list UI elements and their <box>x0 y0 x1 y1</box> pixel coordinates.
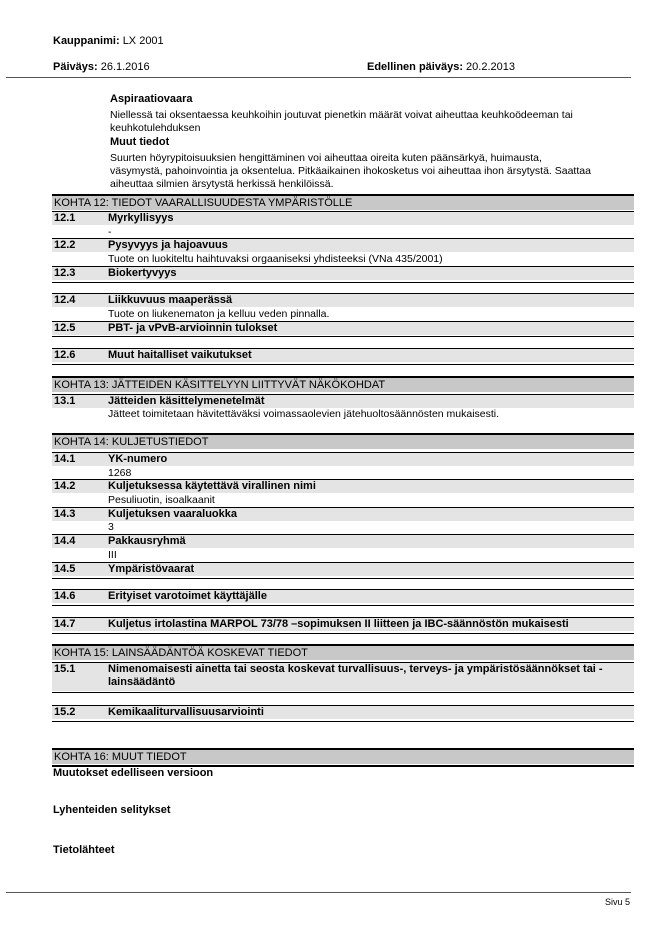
row-title: Muut haitalliset vaikutukset <box>108 349 252 361</box>
row-number: 13.1 <box>54 395 76 407</box>
section-13-1-body: Jätteet toimitetaan hävitettäväksi voimassaolevien jätehuoltosäännösten mukaisesti. <box>108 408 500 420</box>
section-16-heading <box>52 748 634 764</box>
aspiration-line-1: Niellessä tai oksentaessa keuhkoihin joutuvat pienetkin määrät voivat aiheuttaa keuhkoödeeman tai <box>110 109 573 121</box>
section-12-heading <box>52 194 634 210</box>
footer-divider <box>6 892 631 893</box>
row-title: Ympäristövaarat <box>108 563 195 575</box>
header-divider <box>6 77 631 78</box>
row-title: Kuljetus irtolastina MARPOL 73/78 –sopimuksen II liitteen ja IBC-säännöstön mukaisesti <box>108 618 569 630</box>
section-14-3-row <box>52 507 634 521</box>
row-title <box>108 663 603 689</box>
row-number: 14.7 <box>54 618 76 630</box>
row-divider <box>52 336 634 337</box>
row-divider <box>52 633 634 634</box>
row-number: 12.5 <box>54 322 76 334</box>
section-14-4-row <box>52 534 634 548</box>
section-14-2-row <box>52 479 634 493</box>
row-number: 12.1 <box>54 212 76 224</box>
row-title: Kuljetuksen vaaraluokka <box>108 508 238 520</box>
section-12-title: KOHTA 12: TIEDOT VAARALLISUUDESTA YMPÄRISTÖLLE <box>54 197 353 209</box>
row-title: Myrkyllisyys <box>108 212 174 224</box>
trade-name-label: Kauppanimi: <box>53 35 120 47</box>
previous-date-label: Edellinen päiväys: <box>367 61 463 73</box>
section-12-5-row <box>52 321 634 335</box>
row-divider <box>52 605 634 606</box>
section-12-1-body: - <box>108 226 112 238</box>
other-info-title: Muut tiedot <box>110 136 170 148</box>
section-12-2-body: Tuote on luokiteltu haihtuvaksi orgaaniseksi yhdisteeksi (VNa 435/2001) <box>108 253 443 265</box>
aspiration-line-2: keuhkotulehduksen <box>110 122 201 134</box>
changes-title: Muutokset edelliseen versioon <box>53 767 214 779</box>
section-14-title: KOHTA 14: KULJETUSTIEDOT <box>54 436 209 448</box>
row-number: 15.1 <box>54 663 76 675</box>
section-15-title: KOHTA 15: LAINSÄÄDÄNTÖÄ KOSKEVAT TIEDOT <box>54 647 308 659</box>
row-number: 15.2 <box>54 706 76 718</box>
row-number: 12.6 <box>54 349 76 361</box>
other-info-line-1: Suurten höyrypitoisuuksien hengittäminen voi aiheuttaa oireita kuten päänsärkyä, huimausta, <box>110 152 542 164</box>
section-14-4-body: III <box>108 549 117 561</box>
row-number: 14.1 <box>54 453 76 465</box>
section-14-3-body: 3 <box>108 521 114 533</box>
row-divider <box>52 282 634 283</box>
section-14-7-row <box>52 617 634 631</box>
row-title: PBT- ja vPvB-arvioinnin tulokset <box>108 322 278 334</box>
other-info-line-3: aiheuttaa silmien ärsytystä herkissä henkilöissä. <box>110 178 334 190</box>
row-title: Liikkuvuus maaperässä <box>108 294 233 306</box>
sources-title: Tietolähteet <box>53 844 115 856</box>
other-info-text <box>110 152 630 191</box>
section-14-heading <box>52 433 634 449</box>
row-title: Erityiset varotoimet käyttäjälle <box>108 590 267 602</box>
section-13-heading <box>52 376 634 392</box>
section-14-1-body: 1268 <box>108 467 132 479</box>
section-12-2-row <box>52 238 634 252</box>
row-number: 14.5 <box>54 563 76 575</box>
date <box>53 61 150 73</box>
section-15-1-row <box>52 662 634 691</box>
row-title: Pysyvyys ja hajoavuus <box>108 239 228 251</box>
section-16-title: KOHTA 16: MUUT TIEDOT <box>54 751 187 763</box>
row-title-line-2: lainsäädäntö <box>108 676 176 688</box>
section-12-4-body: Tuote on liukenematon ja kelluu veden pinnalla. <box>108 308 330 320</box>
row-title: YK-numero <box>108 453 168 465</box>
row-title: Biokertyvyys <box>108 267 177 279</box>
section-15-2-row <box>52 705 634 719</box>
row-divider <box>52 364 634 365</box>
row-divider <box>52 721 634 722</box>
trade-name <box>53 35 164 47</box>
row-number: 12.2 <box>54 239 76 251</box>
row-divider <box>52 578 634 579</box>
row-title: Kuljetuksessa käytettävä virallinen nimi <box>108 480 316 492</box>
row-number: 14.6 <box>54 590 76 602</box>
section-12-3-row <box>52 266 634 280</box>
row-number: 12.4 <box>54 294 76 306</box>
section-12-6-row <box>52 348 634 362</box>
section-14-1-row <box>52 452 634 466</box>
row-title: Pakkausryhmä <box>108 535 186 547</box>
row-title: Kemikaaliturvallisuusarviointi <box>108 706 264 718</box>
date-label: Päiväys: <box>53 61 98 73</box>
row-number: 14.3 <box>54 508 76 520</box>
abbreviations-title: Lyhenteiden selitykset <box>53 804 171 816</box>
section-12-1-row <box>52 211 634 225</box>
row-number: 14.4 <box>54 535 76 547</box>
trade-name-value: LX 2001 <box>122 35 164 47</box>
page-number: Sivu 5 <box>605 897 631 907</box>
other-info-line-2: väsymystä, pahoinvointia ja oksentelua. Pitkäaikainen ihokosketus voi aiheuttaa ihon ärsytystä. Saattaa <box>110 165 591 177</box>
aspiration-text <box>110 109 630 135</box>
aspiration-title: Aspiraatiovaara <box>110 93 193 105</box>
row-title: Jätteiden käsittelymenetelmät <box>108 395 265 407</box>
row-title-line-1: Nimenomaisesti ainetta tai seosta koskevat turvallisuus-, terveys- ja ympäristösäännökset tai - <box>108 663 603 675</box>
section-15-heading <box>52 644 634 660</box>
previous-date <box>367 61 515 73</box>
date-value: 26.1.2016 <box>100 61 150 73</box>
section-13-title: KOHTA 13: JÄTTEIDEN KÄSITTELYYN LIITTYVÄT NÄKÖKOHDAT <box>54 379 386 391</box>
row-number: 12.3 <box>54 267 76 279</box>
row-divider <box>52 692 634 693</box>
section-14-2-body: Pesuliuotin, isoalkaanit <box>108 494 215 506</box>
section-14-6-row <box>52 589 634 603</box>
section-14-5-row <box>52 562 634 576</box>
previous-date-value: 20.2.2013 <box>466 61 515 73</box>
section-12-4-row <box>52 293 634 307</box>
row-number: 14.2 <box>54 480 76 492</box>
section-13-1-row <box>52 394 634 408</box>
